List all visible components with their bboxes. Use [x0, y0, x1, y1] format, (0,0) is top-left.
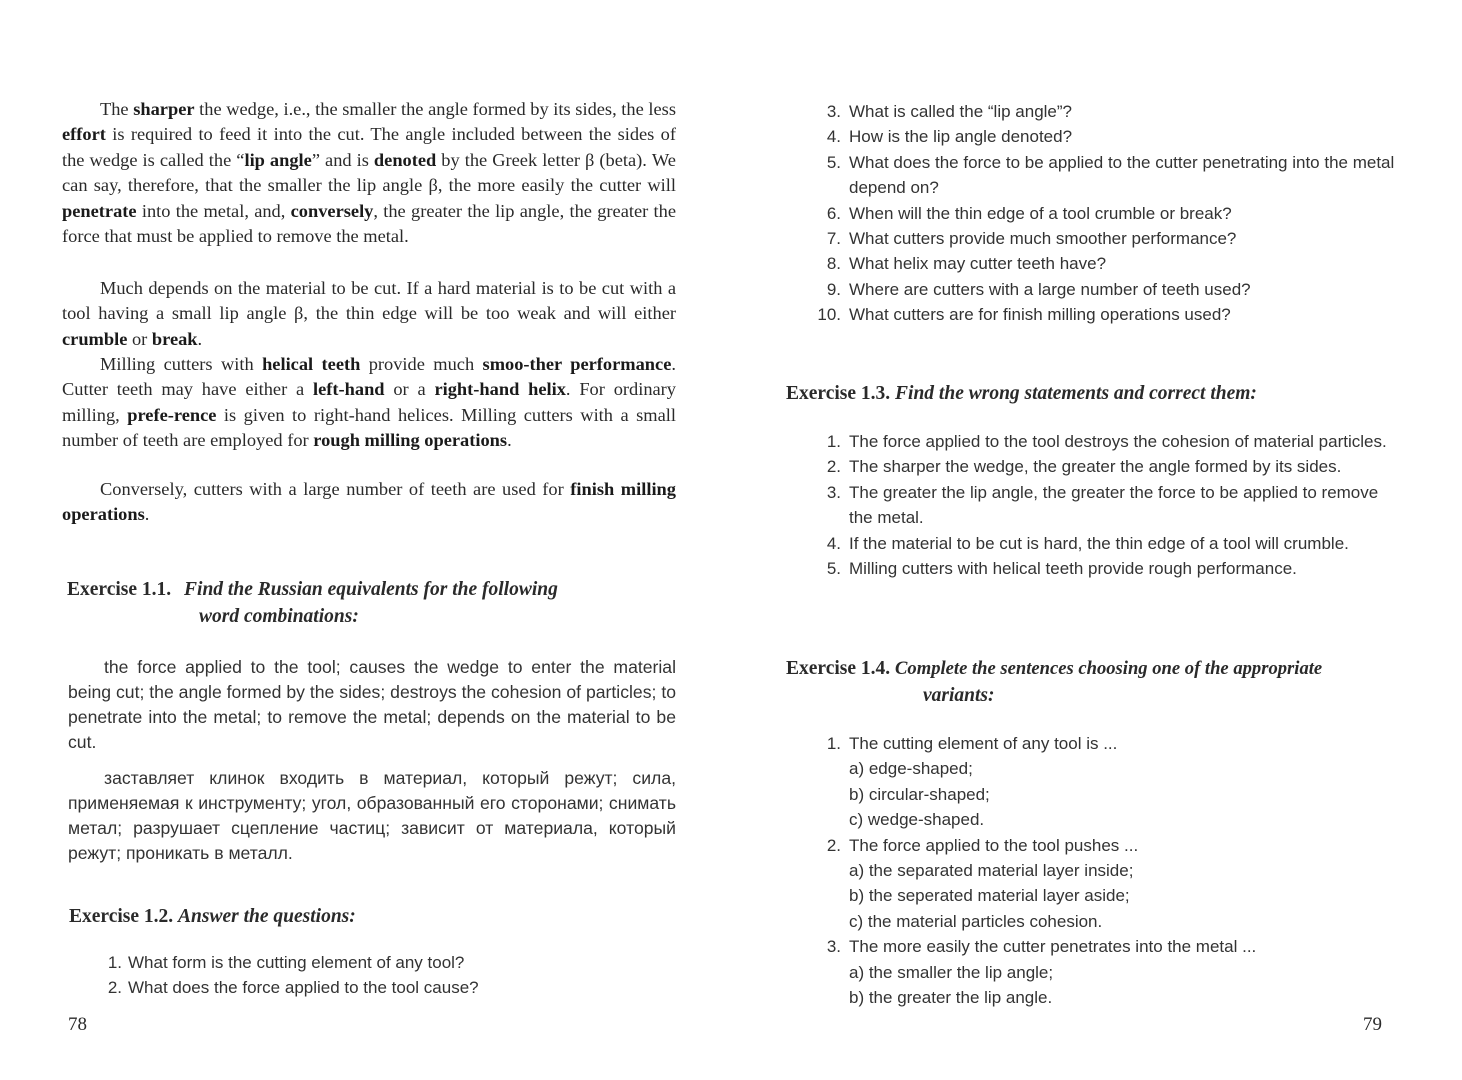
key-term: break — [151, 328, 198, 349]
paragraph-material: Much depends on the material to be cut. If a hard material is to be cut with a tool having a small lip angle β, the thin edge will be too weak and will either crumble or break. — [62, 278, 676, 349]
list-item: 5. What does the force to be applied to the cutter penetrating into the metal depend on? — [826, 152, 1395, 198]
list-item: 8. What helix may cutter teeth have? — [826, 254, 1107, 274]
sentences-list — [811, 731, 1401, 1010]
option: c) the material particles cohesion. — [849, 911, 1103, 931]
list-item: 1. The force applied to the tool destroys the cohesion of material particles. — [826, 432, 1387, 451]
list-item: 3. The greater the lip angle, the greater the force to be applied to remove the metal. — [826, 482, 1379, 528]
list-item: 4. How is the lip angle denoted? — [826, 127, 1073, 147]
key-term: prefe-rence — [127, 404, 217, 425]
key-term: smoo-ther performance — [482, 354, 672, 374]
key-term: effort — [62, 124, 106, 145]
key-term: helical teeth — [262, 354, 361, 374]
list-item: 9. Where are cutters with a large number of teeth used? — [826, 279, 1251, 299]
key-term: finish milling operations — [62, 479, 676, 525]
exercise-title-cont: variants: — [923, 685, 995, 706]
key-term: sharper — [133, 99, 195, 119]
key-term: left-hand — [313, 379, 385, 400]
list-item: 2. The force applied to the tool pushes ... a) the separated material layer inside; b) the seperated material layer aside; c) the material particles cohesion. — [811, 833, 1401, 935]
list-item: 4. If the material to be cut is hard, the thin edge of a tool will crumble. — [826, 533, 1349, 553]
list-item: 3. What is called the “lip angle”? — [826, 102, 1073, 121]
exercise-title: Answer the questions: — [178, 906, 356, 927]
list-item: 7. What cutters provide much smoother performance? — [826, 229, 1237, 249]
russian-phrases: заставляет клинок входить в материал, который режут; сила, применяемая к инструменту; угол, образованный его сторонами; снимать метал; разрушает сцепление частиц; зависит от материала, который режут; проникать в металл. — [68, 768, 676, 863]
exercise-1-3-heading — [786, 380, 1426, 407]
questions-list-right — [811, 99, 1401, 328]
statements-list — [811, 429, 1401, 581]
exercise-1-1-heading — [67, 576, 687, 630]
list-item: 2. The sharper the wedge, the greater the angle formed by its sides. — [826, 457, 1342, 477]
paragraph-lip-angle: The sharper the wedge, i.e., the smaller the angle formed by its sides, the less effort is required to feed it into the cut. The angle included between the sides of the wedge is called the “lip angle” and is denoted by the Greek letter β (beta). We can say, therefore, that the smaller the lip angle β, the more easily the cutter will penetrate into the metal, and, conversely, the greater the lip angle, the greater the force that must be applied to remove the metal. — [62, 99, 676, 247]
exercise-title: Complete the sentences choosing one of the appropriate — [895, 658, 1323, 679]
page-number: 79 — [1363, 1014, 1382, 1035]
exercise-number: Exercise 1.4. — [786, 658, 891, 679]
option: b) the seperated material layer aside; — [849, 886, 1130, 906]
exercise-title: Find the Russian equivalents for the following — [184, 579, 558, 600]
list-item: 1. What form is the cutting element of any tool? — [107, 953, 465, 972]
page-number: 78 — [68, 1014, 87, 1035]
list-item: 10. What cutters are for finish milling operations used? — [817, 305, 1231, 325]
key-term: right-hand helix — [434, 379, 566, 400]
key-term: denoted — [373, 149, 437, 170]
list-item: 2. What does the force applied to the tool cause? — [107, 978, 479, 998]
english-phrases: the force applied to the tool; causes the wedge to enter the material being cut; the angle formed by the sides; destroys the cohesion of particles; to penetrate into the metal; to remove the metal; depends on the material to be cut. — [68, 657, 676, 752]
paragraph-helical-teeth: Milling cutters with helical teeth provide much smoo-ther performance. Cutter teeth may have either a left-hand or a right-hand helix. For ordinary milling, prefe-rence is given to right-hand helices. Milling cutters with a small number of teeth are employed for rough milling operations. — [62, 354, 676, 451]
key-term: lip angle — [244, 149, 312, 170]
list-item: 5. Milling cutters with helical teeth provide rough performance. — [826, 559, 1297, 579]
list-item: 3. The more easily the cutter penetrates into the metal ... a) the smaller the lip angle; b) the greater the lip angle. — [811, 934, 1401, 1010]
right-page — [731, 0, 1462, 1080]
option: b) the greater the lip angle. — [849, 988, 1053, 1008]
exercise-title: Find the wrong statements and correct them: — [895, 383, 1257, 404]
exercise-number: Exercise 1.3. — [786, 383, 891, 404]
option: b) circular-shaped; — [849, 784, 990, 804]
exercise-1-2-heading — [69, 903, 689, 930]
option: a) the separated material layer inside; — [849, 861, 1134, 881]
exercise-number: Exercise 1.1. — [67, 579, 172, 600]
key-term: penetrate — [62, 200, 137, 221]
list-item: 1. The cutting element of any tool is ... a) edge-shaped; b) circular-shaped; c) wedge-shaped. — [811, 731, 1401, 833]
exercise-1-4-heading — [786, 655, 1436, 709]
key-term: rough milling operations — [313, 430, 508, 451]
paragraph-finish-milling: Conversely, cutters with a large number of teeth are used for finish milling operations. — [62, 479, 676, 525]
questions-list-left — [98, 950, 658, 1001]
option: a) edge-shaped; — [849, 759, 973, 779]
exercise-title-cont: word combinations: — [199, 606, 359, 627]
option: c) wedge-shaped. — [849, 810, 985, 830]
list-item: 6. When will the thin edge of a tool crumble or break? — [826, 203, 1232, 223]
key-term: conversely — [290, 200, 374, 221]
exercise-number: Exercise 1.2. — [69, 906, 174, 927]
option: a) the smaller the lip angle; — [849, 962, 1054, 982]
key-term: crumble — [62, 328, 128, 349]
